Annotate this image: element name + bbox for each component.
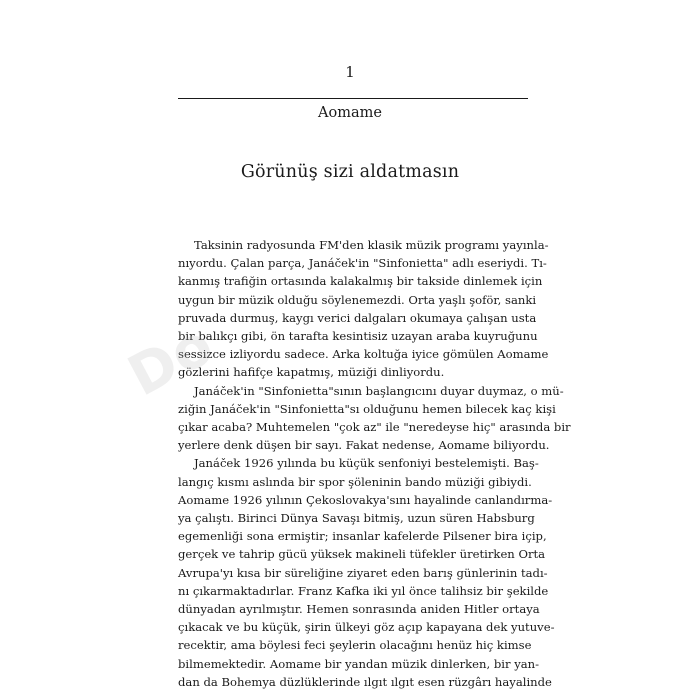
text-line: Taksinin radyosunda FM'den klasik müzik programı yayınla- <box>194 238 549 252</box>
text-line: dünyadan ayrılmıştır. Hemen sonrasında aniden Hitler ortaya <box>178 602 540 617</box>
paragraph <box>178 236 549 382</box>
text-line: çıkacak ve bu küçük, şirin ülkeyi göz açıp kapayana dek yutuve- <box>178 620 555 635</box>
text-line: pruvada durmuş, kaygı verici dalgaları okumaya çalışan usta <box>178 310 537 325</box>
text-line: Janáček 1926 yılında bu küçük senfoniyi bestelemişti. Baş- <box>194 456 539 471</box>
text-line: çıkar acaba? Muhtemelen "çok az" ile "neredeyse hiç" arasında bir <box>178 420 571 435</box>
text-line: uygun bir müzik olduğu söylenemezdi. Orta yaşlı şoför, sanki <box>178 292 537 307</box>
text-line: Aomame 1926 yılının Çekoslovakya'sını hayalinde canlandırma- <box>178 492 553 507</box>
text-line: ya çalıştı. Birinci Dünya Savaşı bitmiş, uzun süren Habsburg <box>178 511 535 526</box>
watermark: Do <box>118 312 224 410</box>
chapter-number: 1 <box>345 63 355 81</box>
text-line: egemenliği sona ermiştir; insanlar kafelerde Pilsener bira içip, <box>178 529 547 544</box>
text-line: bilmemektedir. Aomame bir yandan müzik dinlerken, bir yan- <box>178 656 540 671</box>
paragraph <box>178 382 571 455</box>
text-line: langıç kısmı aslında bir spor şöleninin bando müziği gibiydi. <box>178 474 532 489</box>
paragraph <box>178 454 555 691</box>
chapter-title: Görünüş sizi aldatmasın <box>240 162 460 182</box>
chapter-divider <box>178 98 528 99</box>
text-line: dan da Bohemya düzlüklerinde ılgıt ılgıt esen rüzgârı hayalinde <box>178 674 552 689</box>
text-line: bir balıkçı gibi, ön tarafta kesintisiz uzayan araba kuyruğunu <box>178 329 538 344</box>
text-line: ziğin Janáček'in "Sinfonietta"sı olduğunu hemen bilecek kaç kişi <box>178 401 556 416</box>
text-line: gerçek ve tahrip gücü yüksek makineli tüfekler üretirken Orta <box>178 547 546 562</box>
text-line: yerlere denk düşen bir sayı. Fakat nedense, Aomame biliyordu. <box>178 438 550 453</box>
text-line: recektir, ama böylesi feci şeylerin olacağını henüz hiç kimse <box>178 638 532 653</box>
chapter-name: Aomame <box>318 105 382 121</box>
text-line: Avrupa'yı kısa bir süreliğine ziyaret eden barış günlerinin tadı- <box>178 565 548 580</box>
text-line: gözlerini hafifçe kapatmış, müziği dinliyordu. <box>178 365 445 380</box>
text-line: kanmış trafiğin ortasında kalakalmış bir takside dinlemek için <box>178 274 543 289</box>
text-line: sessizce izliyordu sadece. Arka koltuğa iyice gömülen Aomame <box>178 347 549 362</box>
text-line: Janáček'in "Sinfonietta"sının başlangıcını duyar duymaz, o mü- <box>194 383 564 398</box>
text-line: nıyordu. Çalan parça, Janáček'in "Sinfonietta" adlı eseriydi. Tı- <box>178 256 547 271</box>
text-line: nı çıkarmaktadırlar. Franz Kafka iki yıl önce talihsiz bir şekilde <box>178 583 549 598</box>
body-text <box>178 236 571 691</box>
